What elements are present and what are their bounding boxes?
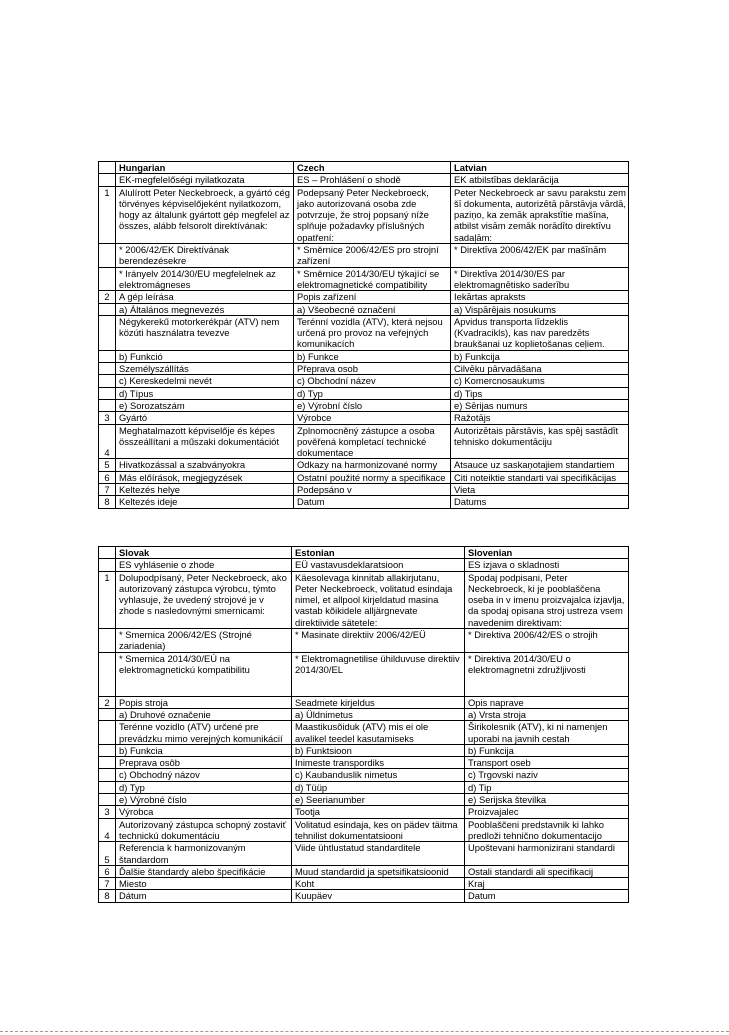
table-cell: Přeprava osob [294,363,451,375]
table-row [99,769,629,781]
table-row [99,174,629,186]
table-cell: Popis zařízení [294,291,451,303]
table-cell: a) Általános megnevezés [116,303,294,315]
table-cell: Hivatkozással a szabványokra [116,459,294,471]
table-cell: Személyszállítás [116,363,294,375]
table-row [99,794,629,806]
table-cell: Seadmete kirjeldus [292,696,465,708]
table-row [99,842,629,866]
table-cell: Keltezés helye [116,484,294,496]
table-cell: * Směrnice 2006/42/ES pro strojní zařízení [294,244,451,268]
table-row [99,818,629,842]
row-number-cell [99,244,116,268]
table-cell: * Direktiva 2014/30/EU o elektromagnetni združljivosti [465,652,629,696]
table-cell: e) Sērijas numurs [451,399,629,411]
table-cell: Gyártó [116,412,294,424]
table-row [99,387,629,399]
table-row [99,459,629,471]
row-number-cell [99,399,116,411]
table-cell: * Direktīva 2006/42/EK par mašīnām [451,244,629,268]
table-cell: a) Druhové označenie [116,708,292,720]
row-number-cell [99,559,116,571]
table-cell: Výrobca [116,806,292,818]
row-number-cell: 2 [99,291,116,303]
row-number-cell [99,769,116,781]
table-cell: Keltezés ideje [116,496,294,508]
header-language-slovak: Slovak [116,547,292,559]
header-language-czech: Czech [294,162,451,174]
table-row [99,496,629,508]
table-cell: Referencia k harmonizovaným štandardom [116,842,292,866]
row-number-cell [99,387,116,399]
table-cell: ES vyhlásenie o zhode [116,559,292,571]
row-number-cell [99,629,116,653]
row-number-cell: 2 [99,696,116,708]
table-cell: c) Obchodní název [294,375,451,387]
row-number-cell: 3 [99,806,116,818]
table-cell: Käesolevaga kinnitab allakirjutanu, Peter Neckebroeck, volitatud esindaja nimel, et allpool kirjeldatud masina vastab kõikidele alljärgnevate direktiivide sätetele: [292,571,465,628]
table-cell: Cilvēku pārvadāšana [451,363,629,375]
table-cell: Datum [465,890,629,902]
table-cell: e) Seerianumber [292,794,465,806]
row-number-cell [99,744,116,756]
header-language-latvian: Latvian [451,162,629,174]
table-header-row [99,162,629,174]
table-row [99,629,629,653]
table-row [99,471,629,483]
table-cell: Proizvajalec [465,806,629,818]
table-cell: Opis naprave [465,696,629,708]
row-number-cell: 7 [99,484,116,496]
page-bottom-rule [0,1031,729,1032]
table-cell: Kraj [465,878,629,890]
table-cell: Popis stroja [116,696,292,708]
table-row [99,424,629,459]
table-cell: Podepsáno v [294,484,451,496]
table-cell: * Elektromagnetilise ühilduvuse direktiiv 2014/30/EL [292,652,465,696]
row-number-cell [99,174,116,186]
table-cell: a) Üldnimetus [292,708,465,720]
table-row [99,186,629,243]
table-row [99,757,629,769]
table-row [99,781,629,793]
row-number-cell [99,303,116,315]
table-row [99,744,629,756]
table-cell: Meghatalmazott képviselője és képes összeállítani a műszaki dokumentációt [116,424,294,459]
table-cell: Tootja [292,806,465,818]
table-row [99,721,629,745]
table-cell: Odkazy na harmonizované normy [294,459,451,471]
table-cell: Alulírott Peter Neckebroeck, a gyártó cég törvényes képviselőjeként nyilatkozom, hogy az általunk gyártott gép megfelel az összes, alább felsorolt direktívának: [116,186,294,243]
table-cell: c) Kaubanduslik nimetus [292,769,465,781]
table-cell: e) Výrobní číslo [294,399,451,411]
table-cell: Iekārtas apraksts [451,291,629,303]
row-number-cell [99,781,116,793]
table-cell: Transport oseb [465,757,629,769]
row-number-cell [99,315,116,350]
table-header-row [99,547,629,559]
table-row [99,890,629,902]
table-row [99,696,629,708]
table-cell: * Direktiva 2006/42/ES o strojih [465,629,629,653]
row-number-cell [99,375,116,387]
header-number-cell [99,547,116,559]
table-row [99,244,629,268]
table-cell: Datums [451,496,629,508]
table-cell: c) Obchodný názov [116,769,292,781]
header-language-estonian: Estonian [292,547,465,559]
table-cell: Širikolesnik (ATV), ki ni namenjen uporabi na javnih cestah [465,721,629,745]
table-cell: Podepsaný Peter Neckebroeck, jako autorizovaná osoba zde potvrzuje, že stroj popsaný níže splňuje požadavky příslušných opatření: [294,186,451,243]
table-row [99,571,629,628]
table-cell: c) Kereskedelmi nevét [116,375,294,387]
table-cell: Négykerekű motorkerékpár (ATV) nem közúti használatra tevezve [116,315,294,350]
table-cell: EK-megfelelőségi nyilatkozata [116,174,294,186]
row-number-cell [99,652,116,696]
row-number-cell [99,363,116,375]
table-cell: d) Tip [465,781,629,793]
table-cell: Viide ühtlustatud standarditele [292,842,465,866]
table-cell: e) Serijska številka [465,794,629,806]
table-row [99,291,629,303]
table-cell: * Smernica 2014/30/EÚ na elektromagnetickú kompatibilitu [116,652,292,696]
table-row [99,267,629,291]
table-cell: Muud standardid ja spetsifikatsioonid [292,865,465,877]
row-number-cell: 6 [99,865,116,877]
table-cell: b) Funkce [294,350,451,362]
row-number-cell: 3 [99,412,116,424]
table-cell: Autorizovaný zástupca schopný zostaviť technickú dokumentáciu [116,818,292,842]
table-cell: ES izjava o skladnosti [465,559,629,571]
table-row [99,412,629,424]
table-cell: Más előírások, megjegyzések [116,471,294,483]
row-number-cell: 7 [99,878,116,890]
table-cell: Peter Neckebroeck ar savu parakstu zem šī dokumenta, autorizētā pārstāvja vārdā, paziņo, ka zemāk aprakstītie mašīna, atbilst visām zemāk norādīto direktīvu sadaļām: [451,186,629,243]
table-cell: Terénní vozidla (ATV), která nejsou určená pro provoz na veřejných komunikacích [294,315,451,350]
table-cell: * Masinate direktiiv 2006/42/EÜ [292,629,465,653]
table-cell: Autorizētais pārstāvis, kas spēj sastādīt tehnisko dokumentāciju [451,424,629,459]
table-cell: Pooblaščeni predstavnik ki lahko predloži tehnično dokumentacijo [465,818,629,842]
table-cell: e) Sorozatszám [116,399,294,411]
table-row [99,363,629,375]
table-cell: ES – Prohlášení o shodě [294,174,451,186]
table-row [99,350,629,362]
table-cell: b) Funkcija [451,350,629,362]
table-cell: Ostatní použité normy a specifikace [294,471,451,483]
table-row [99,878,629,890]
table-cell: Dolupodpísaný, Peter Neckebroeck, ako autorizovaný zástupca výrobcu, týmto vyhlasuje, že uvedený strojové je v zhode s nasledovnými smernicami: [116,571,292,628]
table-cell: Preprava osôb [116,757,292,769]
table-cell: b) Funkcia [116,744,292,756]
table-cell: d) Typ [294,387,451,399]
table-cell: Výrobce [294,412,451,424]
table-cell: Koht [292,878,465,890]
row-number-cell: 8 [99,890,116,902]
table-row [99,399,629,411]
table-row [99,865,629,877]
table-cell: Volitatud esindaja, kes on pädev täitma tehnilist dokumentatsiooni [292,818,465,842]
table-cell: Inimeste transpordiks [292,757,465,769]
table-cell: d) Tüüp [292,781,465,793]
table-cell: Atsauce uz saskaņotajiem standartiem [451,459,629,471]
table-cell: Dátum [116,890,292,902]
row-number-cell: 1 [99,186,116,243]
table-cell: a) Vispārējais nosukums [451,303,629,315]
table-cell: b) Funktsioon [292,744,465,756]
declaration-table-hungarian-czech-latvian [98,161,629,509]
table-row [99,375,629,387]
row-number-cell: 6 [99,471,116,483]
row-number-cell [99,267,116,291]
table-cell: Datum [294,496,451,508]
row-number-cell [99,350,116,362]
table-cell: A gép leírása [116,291,294,303]
table-cell: Kuupäev [292,890,465,902]
table-cell: a) Vrsta stroja [465,708,629,720]
table-cell: * 2006/42/EK Direktívának berendezésekre [116,244,294,268]
row-number-cell: 8 [99,496,116,508]
table-cell: * Směrnice 2014/30/EU týkající se elektromagnetické compatibility [294,267,451,291]
table-cell: d) Typ [116,781,292,793]
row-number-cell: 4 [99,818,116,842]
table-cell: EK atbilstības deklarācija [451,174,629,186]
table-cell: a) Všeobecné označení [294,303,451,315]
table-cell: d) Típus [116,387,294,399]
table-cell: * Irányelv 2014/30/EU megfelelnek az elektromágneses [116,267,294,291]
table-cell: EÜ vastavusdeklaratsioon [292,559,465,571]
header-number-cell [99,162,116,174]
row-number-cell: 5 [99,459,116,471]
table-cell: Ostali standardi ali specifikacij [465,865,629,877]
table-row [99,708,629,720]
declaration-table-slovak-estonian-slovenian [98,546,629,903]
table-cell: b) Funkció [116,350,294,362]
table-cell: Miesto [116,878,292,890]
table-row [99,315,629,350]
table-cell: e) Výrobné číslo [116,794,292,806]
table-row [99,559,629,571]
table-cell: Ďalšie štandardy alebo špecifikácie [116,865,292,877]
table-cell: Maastikusõiduk (ATV) mis ei ole avalikel teedel kasutamiseks [292,721,465,745]
table-cell: Zplnomocněný zástupce a osoba pověřená kompletací technické dokumentace [294,424,451,459]
table-cell: Citi noteiktie standarti vai specifikācijas [451,471,629,483]
header-language-hungarian: Hungarian [116,162,294,174]
table-row [99,652,629,696]
table-cell: c) Komercnosaukums [451,375,629,387]
row-number-cell [99,757,116,769]
table-cell: Spodaj podpisani, Peter Neckebroeck, ki je pooblaščena oseba in v imenu proizvajalca izjavlja, da spodaj opisana stroj ustreza vsem navedenim direktivam: [465,571,629,628]
row-number-cell: 4 [99,424,116,459]
table-cell: Ražotājs [451,412,629,424]
row-number-cell [99,708,116,720]
table-row [99,806,629,818]
table-cell: c) Trgovski naziv [465,769,629,781]
table-cell: Terénne vozidlo (ATV) určené pre prevádzku mimo verejných komunikácií [116,721,292,745]
row-number-cell: 5 [99,842,116,866]
table-cell: b) Funkcija [465,744,629,756]
table-cell: Upoštevani harmonizirani standardi [465,842,629,866]
row-number-cell: 1 [99,571,116,628]
table-row [99,484,629,496]
table-cell: Vieta [451,484,629,496]
row-number-cell [99,721,116,745]
table-cell: * Smernica 2006/42/ES (Strojné zariadenia) [116,629,292,653]
table-cell: * Direktīva 2014/30/ES par elektromagnētisko saderību [451,267,629,291]
header-language-slovenian: Slovenian [465,547,629,559]
row-number-cell [99,794,116,806]
table-cell: Apvidus transporta līdzeklis (Kvadracikls), kas nav paredzēts braukšanai uz koplietošanas ceļiem. [451,315,629,350]
table-cell: d) Tips [451,387,629,399]
table-row [99,303,629,315]
